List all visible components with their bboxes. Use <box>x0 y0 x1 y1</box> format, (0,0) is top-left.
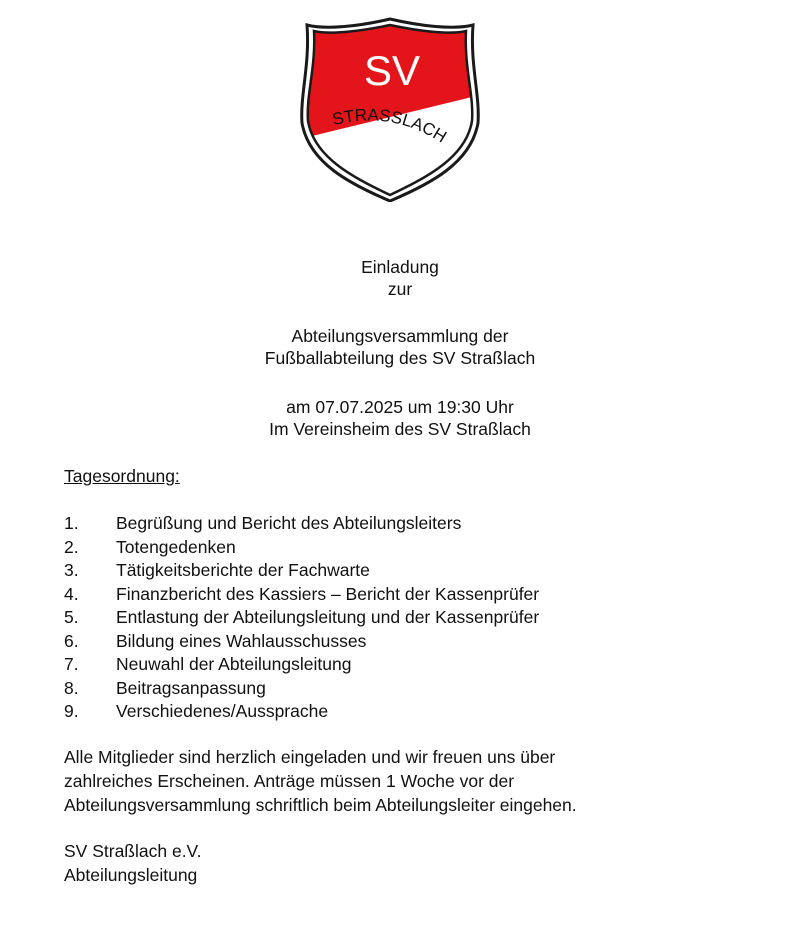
closing-line: Alle Mitglieder sind herzlich eingeladen und wir freuen uns über <box>64 747 556 767</box>
signature-club: SV Straßlach e.V. <box>64 841 202 861</box>
logo-text-sv: SV <box>363 47 421 94</box>
agenda-item: 9. Verschiedenes/Aussprache <box>64 701 329 721</box>
agenda-item: 8. Beitragsanpassung <box>64 677 266 698</box>
signature <box>64 839 201 887</box>
agenda-list <box>64 512 539 724</box>
agenda-item: 2. Totengedenken <box>64 536 236 557</box>
invitation-line-date: am 07.07.2025 um 19:30 Uhr <box>286 397 514 417</box>
signature-role: Abteilungsleitung <box>64 865 198 885</box>
club-logo <box>300 17 480 202</box>
invitation-line-meeting: Abteilungsversammlung der <box>291 326 509 346</box>
invitation-line-zur: zur <box>387 279 413 299</box>
invitation-subject <box>0 325 800 369</box>
logo-text-strasslach: STRASSLACH <box>330 105 450 147</box>
agenda-heading: Tagesordnung: <box>64 466 180 486</box>
agenda-item: 7. Neuwahl der Abteilungsleitung <box>64 654 352 674</box>
invitation-datetime <box>0 396 800 440</box>
invitation-line-einladung: Einladung <box>361 257 439 277</box>
invitation-line-department: Fußballabteilung des SV Straßlach <box>264 348 536 368</box>
closing-line: zahlreiches Erscheinen. Anträge müssen 1 Woche vor der <box>64 771 515 791</box>
closing-line: Abteilungsversammlung schriftlich beim Abteilungsleiter eingehen. <box>64 795 577 815</box>
invitation-line-location: Im Vereinsheim des SV Straßlach <box>269 419 531 439</box>
agenda-item: 1. Begrüßung und Bericht des Abteilungsleiters <box>64 513 462 533</box>
agenda-item: 6. Bildung eines Wahlausschusses <box>64 630 367 651</box>
agenda-item: 5. Entlastung der Abteilungsleitung und der Kassenprüfer <box>64 607 540 627</box>
agenda-item: 4. Finanzbericht des Kassiers – Bericht der Kassenprüfer <box>64 583 540 604</box>
invitation-title <box>0 256 800 300</box>
agenda-item: 3. Tätigkeitsberichte der Fachwarte <box>64 560 370 580</box>
closing-paragraph <box>64 745 764 817</box>
